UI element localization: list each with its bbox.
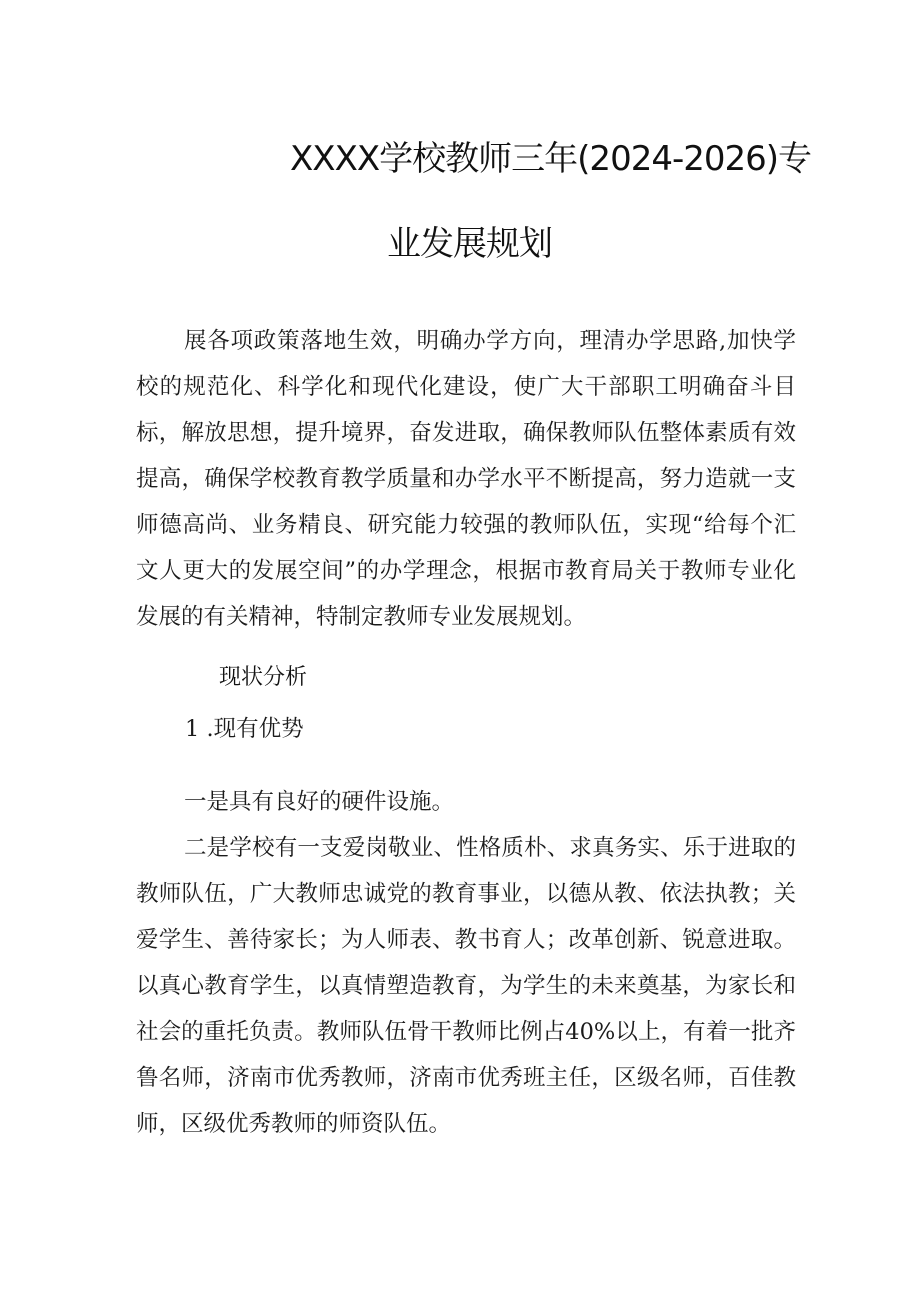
section-heading-status-analysis: 现状分析: [219, 665, 308, 690]
document-title-line-2: 业发展规划: [387, 224, 552, 264]
paragraph-point-two: 二是学校有一支爱岗敬业、性格质朴、求真务实、乐于进取的教师队伍，广大教师忠诚党的教育事业，以德从教、依法执教；关爱学生、善待家长；为人师表、教书育人；改革创新、锐意进取。以真心教育学生，以真情塑造教育，为学生的未来奠基，为家长和社会的重托负责。教师队伍骨干教师比例占40%以上，有着一批齐鲁名师，济南市优秀教师，济南市优秀班主任，区级名师，百佳教师，区级优秀教师的师资队伍。: [136, 835, 796, 1137]
document-title-line-1: XXXX学校教师三年(2024-2026)专: [290, 139, 812, 179]
intro-paragraph: 展各项政策落地生效，明确办学方向，理清办学思路,加快学校的规范化、科学化和现代化建设，使广大干部职工明确奋斗目标，解放思想，提升境界，奋发进取，确保教师队伍整体素质有效提高，确保学校教育教学质量和办学水平不断提高，努力造就一支师德高尚、业务精良、研究能力较强的教师队伍，实现“给每个汇文人更大的发展空间”的办学理念，根据市教育局关于教师专业化发展的有关精神，特制定教师专业发展规划。: [136, 328, 796, 630]
subsection-heading-advantages: 1 .现有优势: [185, 716, 304, 742]
paragraph-point-one: 一是具有良好的硬件设施。: [184, 789, 455, 815]
